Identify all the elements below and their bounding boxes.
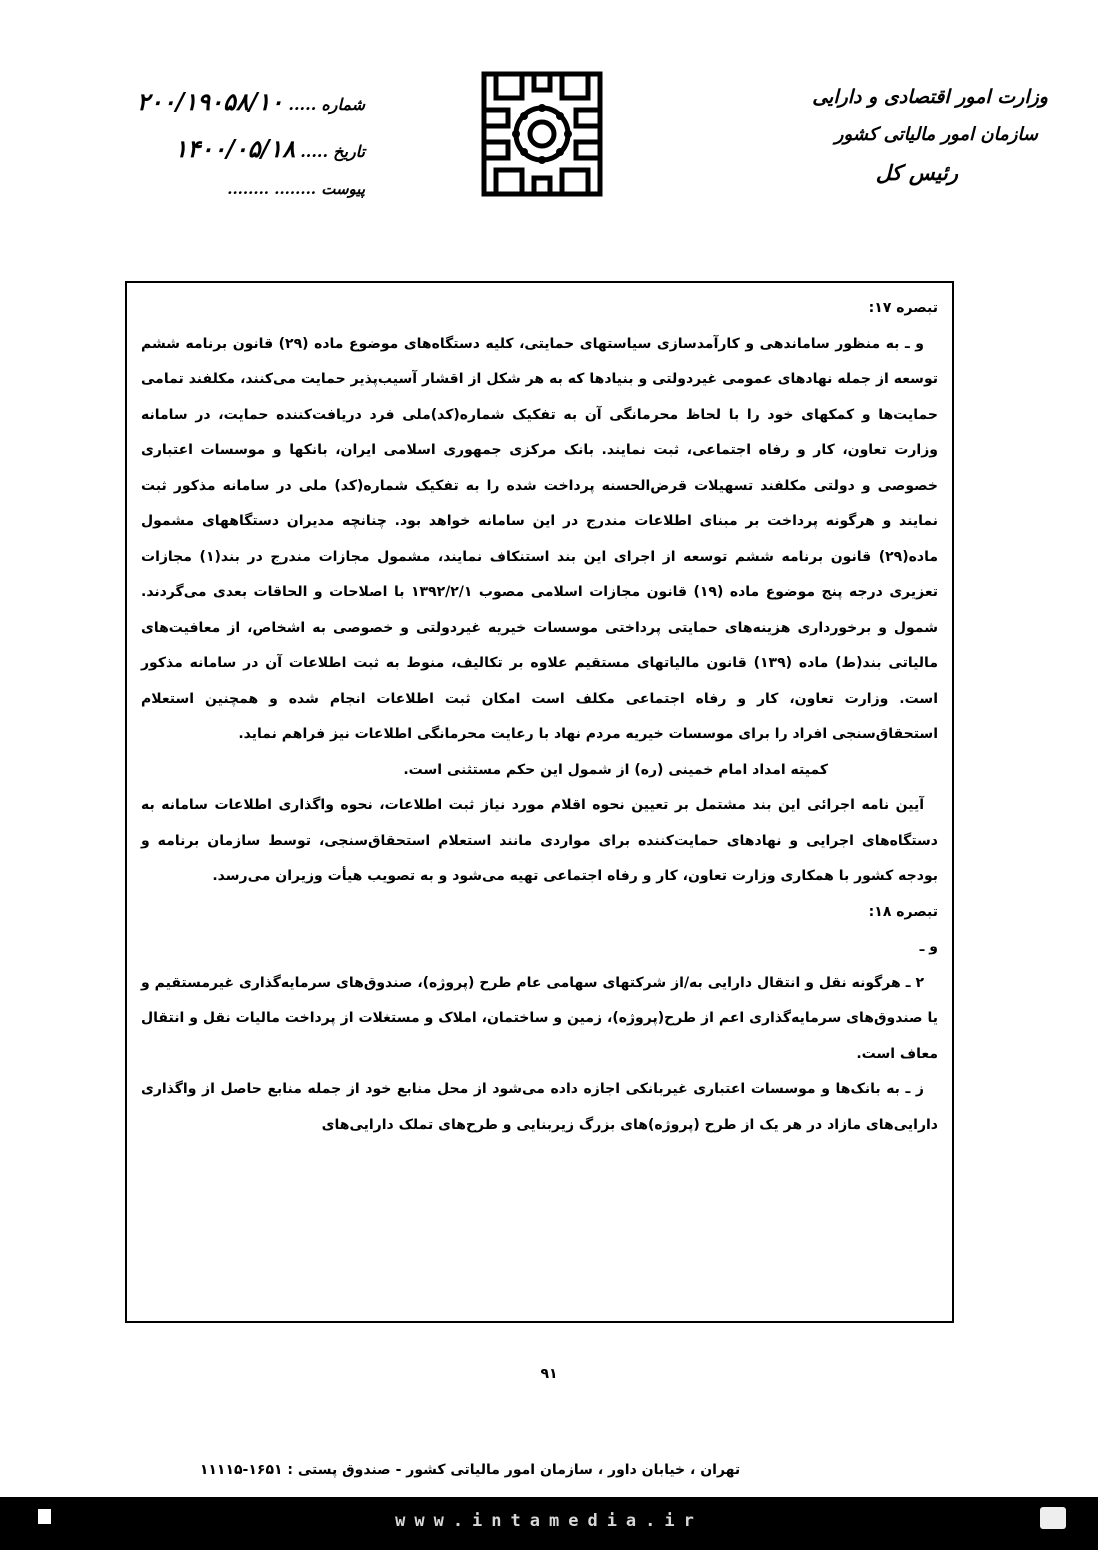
dots: ..... xyxy=(300,142,329,161)
letter-attachment-label: پیوست xyxy=(321,180,365,198)
letterhead-organization xyxy=(758,78,1048,192)
letter-date-label: تاریخ xyxy=(333,142,365,161)
letter-number-label: شماره xyxy=(321,95,365,114)
letter-reference-block xyxy=(95,80,365,204)
paragraph-bylaw: آیین نامه اجرائی این بند مشتمل بر تعیین نحوه اقلام مورد نیاز ثبت اطلاعات، نحوه واگذاری اطلاعات سامانه به دستگاه‌های اجرایی و نهادهای حمایت‌کننده برای مواردی مانند استعلام استحقاق‌سنجی، توسط سازمان برنامه و بودجه کشور با همکاری وزارت تعاون، کار و رفاه اجتماعی تهیه می‌شود و به تصویب هیأت وزیران می‌رسد. xyxy=(141,797,938,884)
section-title-17: تبصره ۱۷: xyxy=(868,300,938,316)
paragraph-18-z: ز ـ به بانک‌ها و موسسات اعتباری غیربانکی اجازه داده می‌شود از محل منابع خود از جمله منابع حاصل از واگذاری دارایی‌های مازاد در هر یک از طرح (پروژه)‌های بزرگ زیربنایی و طرح‌های تملک دارایی‌های xyxy=(141,1081,938,1133)
letter-number-value: ۲۰۰/۱۹۰۵۸/۱۰ xyxy=(136,87,284,116)
dots: ........ ........ xyxy=(227,180,317,198)
office-title: رئیس کل xyxy=(875,160,958,185)
letter-date-row xyxy=(95,127,365,174)
paragraph-17-v: و ـ به منظور ساماندهی و کارآمدسازی سیاستهای حمایتی، کلیه دستگاه‌های موضوع ماده (۲۹) قانون برنامه ششم توسعه از جمله نهادهای عمومی غیردولتی و بنیادها که به هر شکل از اقشار آسیب‌پذیر حمایت می‌کنند، مکلفند تمامی حمایت‌ها و کمکهای خود را با لحاظ محرمانگی آن به تفکیک شماره(کد)ملی فرد دریافت‌کننده حمایت، در سامانه وزارت تعاون، کار و رفاه اجتماعی، ثبت نمایند. بانک مرکزی جمهوری اسلامی ایران، بانکها و موسسات اعتباری خصوصی و دولتی مکلفند تسهیلات قرض‌الحسنه پرداخت شده را به تفکیک شماره(کد) ملی در سامانه مذکور ثبت نمایند و هرگونه پرداخت بر مبنای اطلاعات مندرج در این سامانه خواهد بود. چنانچه مدیران دستگاههای مشمول ماده(۲۹) قانون برنامه ششم توسعه از اجرای این بند استنکاف نمایند، مشمول مجازات مندرج در بند(۱) مجازات تعزیری درجه پنج موضوع ماده (۱۹) قانون مجازات اسلامی مصوب ۱۳۹۲/۲/۱ با اصلاحات و الحاقات بعدی می‌گردند. شمول و برخورداری هزینه‌های حمایتی پرداختی موسسات خیریه غیردولتی و خصوصی به اشخاص، از معافیت‌های مالیاتی بند(ط) ماده (۱۳۹) قانون مالیاتهای مستقیم علاوه بر تکالیف، منوط به ثبت اطلاعات آن در سامانه مذکور است. وزارت تعاون، کار و رفاه اجتماعی مکلف است امکان ثبت اطلاعات انجام شده و همچنین استعلام استحقاق‌سنجی افراد را برای موسسات خیریه مردم نهاد با رعایت محرمانگی اطلاعات نیز فراهم نماید. xyxy=(141,335,938,742)
footer-address: تهران ، خیابان داور ، سازمان امور مالیاتی کشور - صندوق پستی : ۱۶۵۱-۱۱۱۱۵ xyxy=(199,1462,741,1478)
letter-attachment-row xyxy=(95,174,365,204)
paragraph-exemption: کمیته امداد امام خمینی (ره) از شمول این حکم مستثنی است. xyxy=(403,761,828,778)
organization-name: سازمان امور مالیاتی کشور xyxy=(834,124,1038,145)
website-url: www.intamedia.ir xyxy=(395,1511,703,1531)
letter-date-value: ۱۴۰۰/۰۵/۱۸ xyxy=(174,134,296,163)
footer-bar xyxy=(0,1497,1098,1550)
ministry-name: وزارت امور اقتصادی و دارایی xyxy=(812,86,1048,108)
paragraph-18-v-2: ۲ ـ هرگونه نقل و انتقال دارایی به/از شرکتهای سهامی عام طرح (پروژه)، صندوق‌های سرمایه‌گذاری غیرمستقیم و یا صندوق‌های سرمایه‌گذاری اعم از طرح(پروژه)، زمین و ساختمان، املاک و مستغلات از پرداخت مالیات نقل و انتقال معاف است. xyxy=(141,974,938,1062)
organization-emblem-icon xyxy=(478,68,606,200)
square-mark-icon xyxy=(1040,1507,1066,1529)
page-number: ۹۱ xyxy=(540,1366,558,1382)
letter-number-row xyxy=(95,80,365,127)
dots: ..... xyxy=(288,95,317,114)
subsection-label: و ـ xyxy=(919,939,938,955)
document-body xyxy=(125,281,954,1323)
section-title-18: تبصره ۱۸: xyxy=(868,903,938,920)
